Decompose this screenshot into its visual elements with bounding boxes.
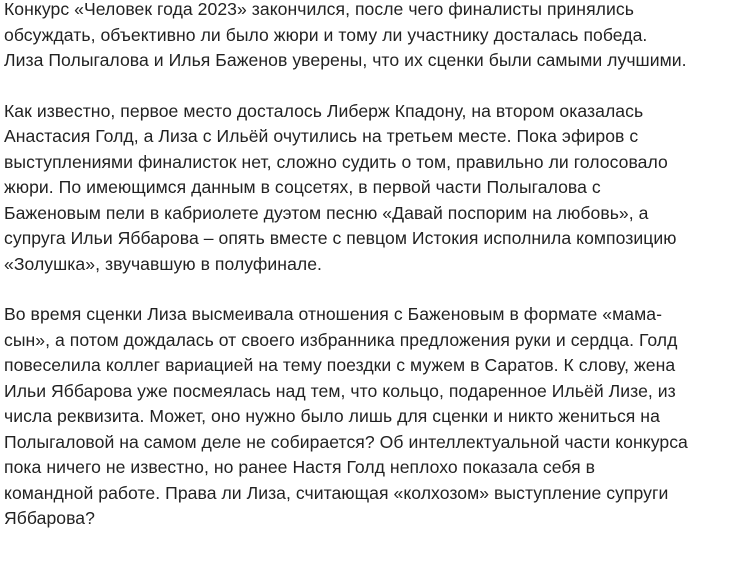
article-paragraph-2: Как известно, первое место досталось Либерж Кпадону, на втором оказалась Анастасия Голд, а Лиза с Ильёй очутились на третьем месте. Пока эфиров с выступлениями финалисток нет, сложно судить о том, правильно ли голосовало жюри. По имеющимся данным в соцсетях, в первой части Полыгалова с Баженовым пели в кабриолете дуэтом песню «Давай поспорим на любовь», а супруга Ильи Яббарова – опять вместе с певцом Истокия исполнила композицию «Золушка», звучавшую в полуфинале.	[4, 100, 677, 274]
article-paragraph-1: Конкурс «Человек года 2023» закончился, после чего финалисты принялись обсуждать, объективно ли было жюри и тому ли участнику досталась победа. Лиза Полыгалова и Илья Баженов уверены, что их сценки были самыми лучшими.	[4, 0, 687, 70]
article-paragraph-3: Во время сценки Лиза высмеивала отношения с Баженовым в формате «мама- сын», а потом дождалась от своего избранника предложения руки и сердца. Голд повеселила коллег вариацией на тему поездки с мужем в Саратов. К слову, жена Ильи Яббарова уже посмеялась над тем, что кольцо, подаренное Ильёй Лизе, из числа реквизита. Может, оно нужно было лишь для сценки и никто жениться на Полыгаловой на самом деле не собирается? Об интеллектуальной части конкурса пока ничего не известно, но ранее Настя Голд неплохо показала себя в командной работе. Права ли Лиза, считающая «колхозом» выступление супруги Яббарова?	[4, 304, 688, 528]
